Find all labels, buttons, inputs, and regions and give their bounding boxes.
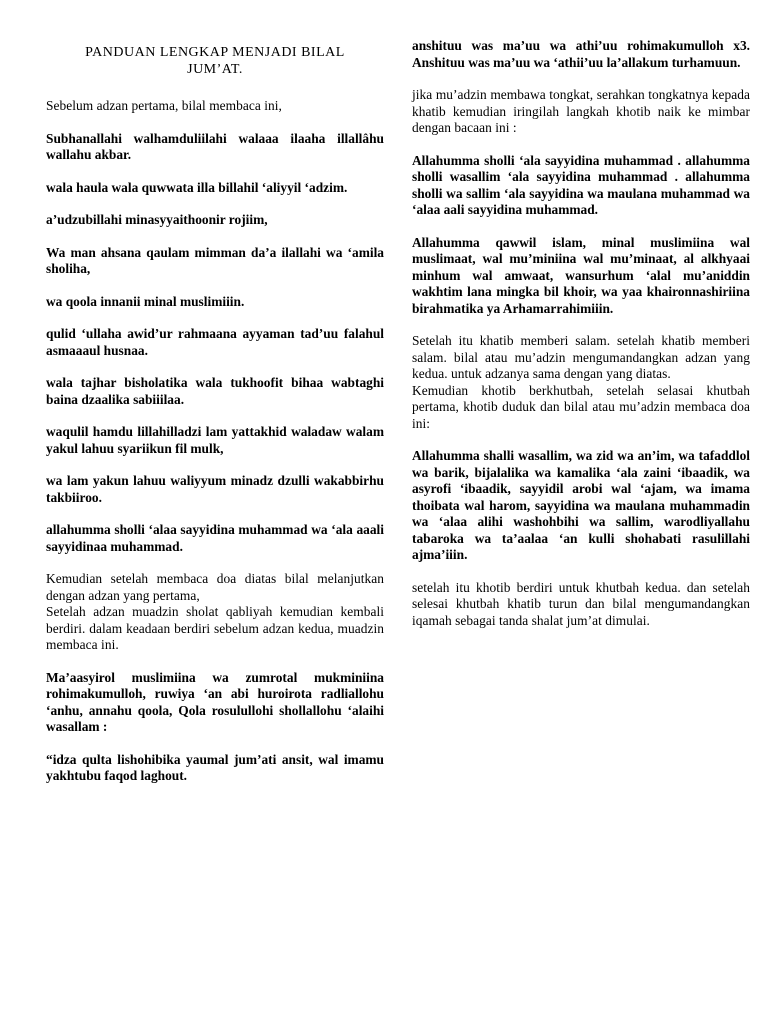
document-page [46,38,751,801]
prayer-text-paragraph: wa lam yakun lahuu waliyyum minadz dzulli wakabbirhu takbiiroo. [46,473,384,505]
instruction-paragraph: setelah itu khotib berdiri untuk khutbah kedua. dan setelah selesai khutbah khatib turun dan bilal mengumandangkan iqamah sebagai tanda shalat jum’at dimulai. [412,579,750,628]
prayer-text-paragraph: “idza qulta lishohibika yaumal jum’ati ansit, wal imamu yakhtubu faqod laghout. [46,751,384,783]
document-title: PANDUAN LENGKAP MENJADI BILAL JUM’AT. [85,45,345,77]
instruction-paragraph: Kemudian khotib berkhutbah, setelah selasai khutbah pertama, khotib duduk dan bilal atau mu’adzin membaca doa ini: [412,382,750,431]
prayer-text-paragraph: Subhanallahi walhamduliilahi walaaa ilaaha illallâhu wallahu akbar. [46,130,384,162]
prayer-text-paragraph: wala haula wala quwwata illa billahil ‘aliyyil ‘adzim. [46,179,348,195]
prayer-text-paragraph: waqulil hamdu lillahilladzi lam yattakhid waladaw walam yakul lahuu syariikun fil mulk, [46,424,384,456]
instruction-paragraph: Kemudian setelah membaca doa diatas bilal melanjutkan dengan adzan yang pertama, [46,571,384,603]
prayer-text-paragraph: Allahumma qawwil islam, minal muslimiina wal muslimaat, wal mu’miniina wal mu’minaat, al alkhyaai minhum wal amwaat, wansurhum ‘alal mu’aniddin wakhtim lana mingka bil khoir, wa yaa khaironnashiriina birahmatika ya Arhamarrahimiiin. [412,234,750,316]
instruction-paragraph: Setelah itu khatib memberi salam. setelah khatib memberi salam. bilal atau mu’adzin mengumandangkan adzan yang kedua. untuk adzanya sama dengan yang diatas. [412,333,750,381]
prayer-text-paragraph: wala tajhar bisholatika wala tukhoofit bihaa wabtaghi baina dzaalika sabiiilaa. [46,375,384,407]
prayer-text-paragraph: wa qoola innanii minal muslimiiin. [46,293,245,309]
prayer-text-paragraph: Allahumma sholli ‘ala sayyidina muhammad . allahumma sholli wasallim ‘ala sayyidina muhammad . allahumma sholli wa sallim ‘ala sayyidina wa maulana muhammad wa ‘alaa aali sayyidina muhammad. [412,152,750,217]
left-column [46,38,384,801]
prayer-text-paragraph: allahumma sholli ‘alaa sayyidina muhammad wa ‘ala aaali sayyidinaa muhammad. [46,522,384,554]
instruction-paragraph: jika mu’adzin membawa tongkat, serahkan tongkatnya kepada khatib kemudian iringilah langkah khotib naik ke mimbar dengan bacaan ini : [412,87,750,135]
instruction-paragraph: Sebelum adzan pertama, bilal membaca ini, [46,98,282,113]
prayer-text-paragraph: Wa man ahsana qaulam mimman da’a ilallahi wa ‘amila sholiha, [46,244,384,276]
instruction-paragraph: Setelah adzan muadzin sholat qabliyah kemudian kembali berdiri. dalam keadaan berdiri sebelum adzan kedua, muadzin membaca ini. [46,604,384,652]
prayer-text-paragraph: Ma’aasyirol muslimiina wa zumrotal mukminiina rohimakumulloh, ruwiya ‘an abi huroirota radliallohu ‘anhu, annahu qoola, Qola rosulullohi shollallohu ‘alaihi wasallam : [46,669,384,734]
prayer-text-paragraph: a’udzubillahi minasyyaithoonir rojiim, [46,212,268,227]
prayer-text-paragraph: anshituu was ma’uu wa athi’uu rohimakumulloh x3. Anshituu was ma’uu wa ‘athii’uu la’allakum turhamuun. [412,38,750,70]
prayer-text-paragraph: Allahumma shalli wasallim, wa zid wa an’im, wa tafaddlol wa barik, bijalalika wa kamalika ‘ala zaini ‘ibaadik, wa asyrofi ‘ibaadik, sayyidil arobi wal ‘ajam, wa imama thoibata wal harom, sayyidina wa maulana muhammadin wa ‘alaa alihi washohbihi wa sallim, warodliyallahu tabaroka wa ta’aalaa ‘an kulli shohabati rasulillahi ajma’iiin. [412,448,750,562]
right-column [412,38,750,801]
prayer-text-paragraph: qulid ‘ullaha awid’ur rahmaana ayyaman tad’uu falahul asmaaaul husnaa. [46,326,384,358]
